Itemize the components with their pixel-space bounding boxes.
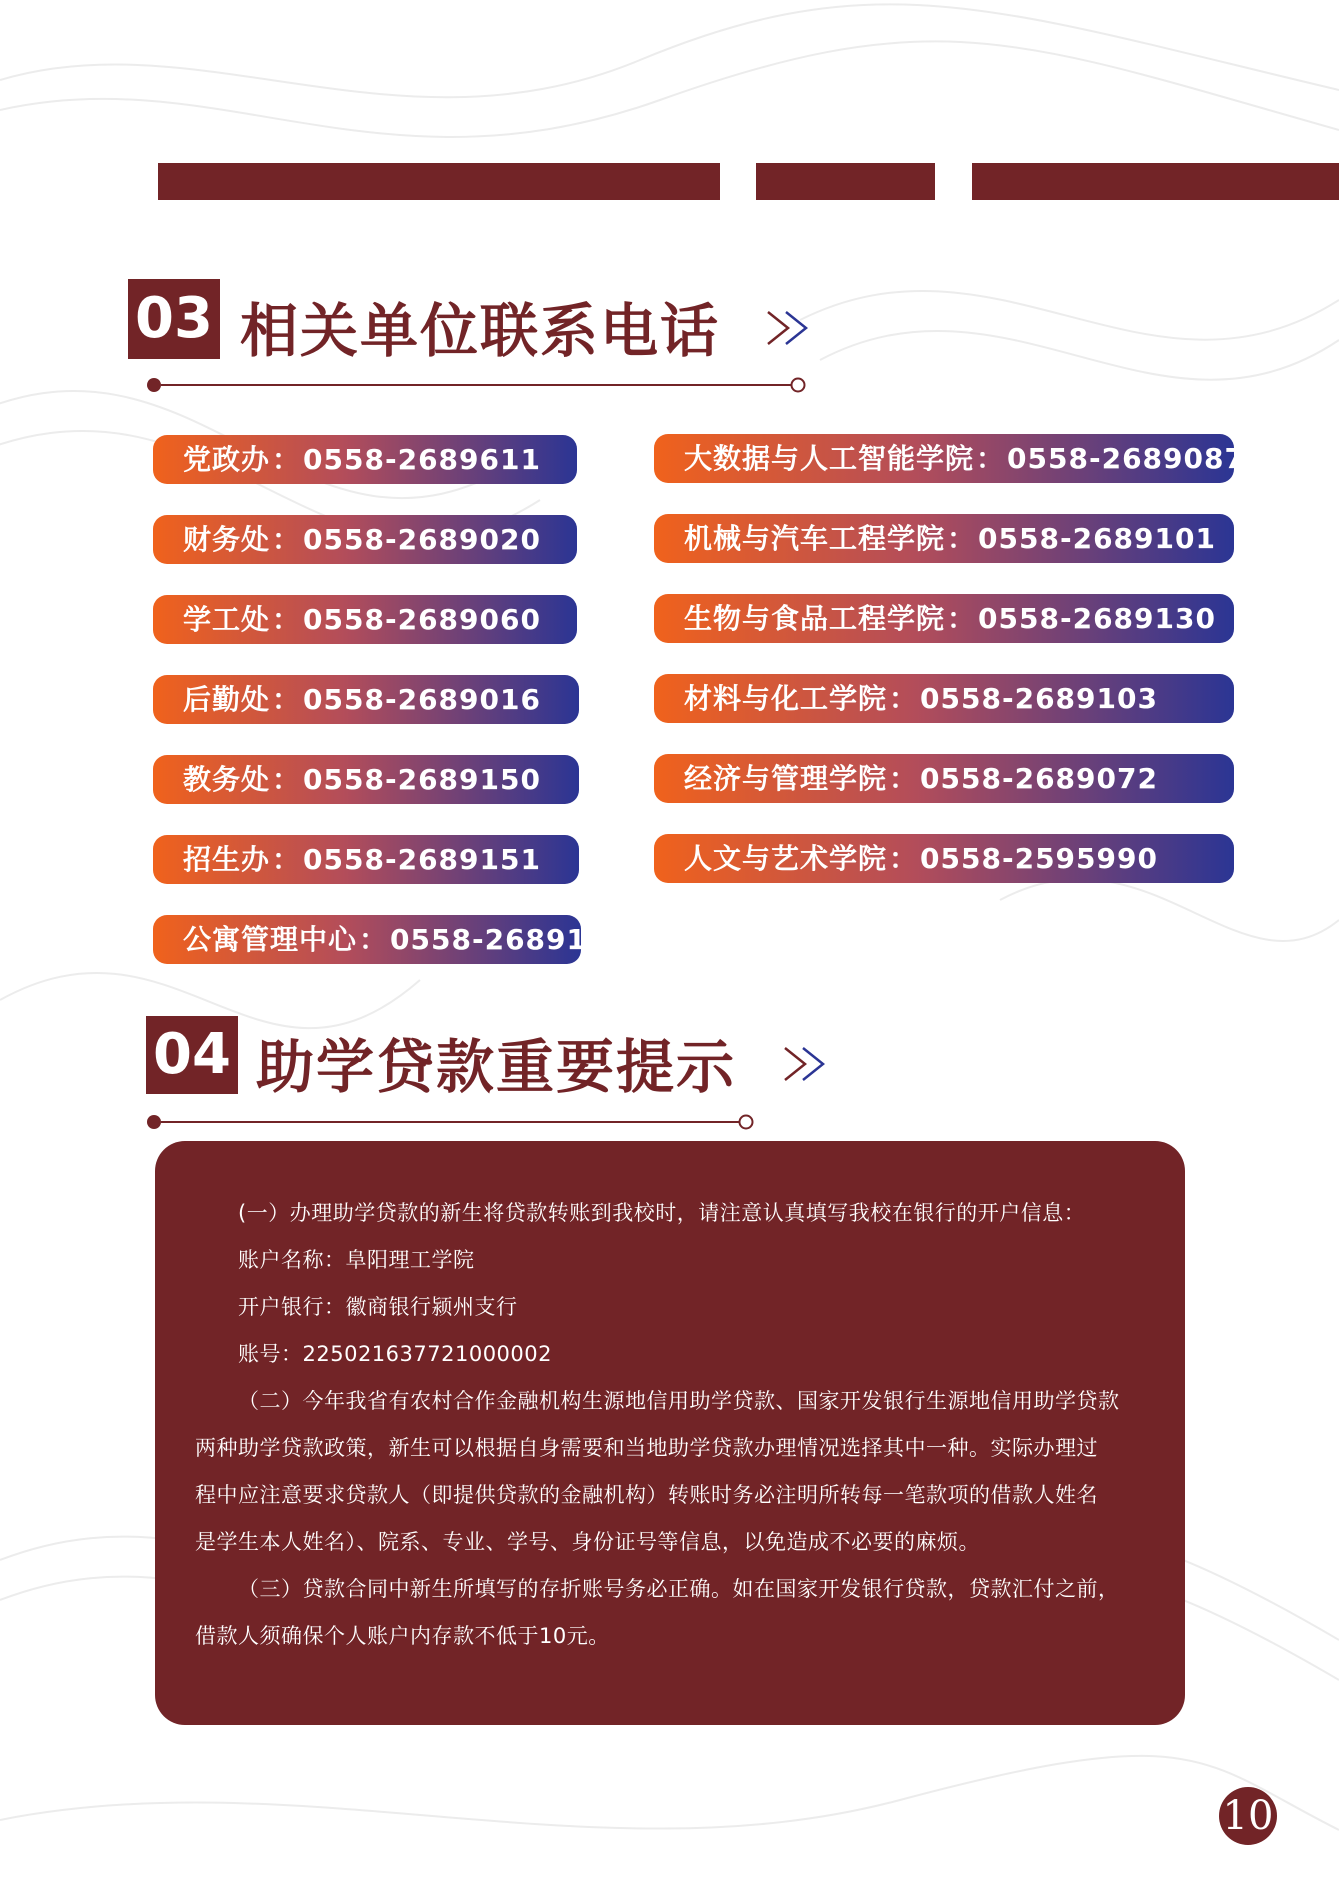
notice-line: 借款人须确保个人账户内存款不低于10元。 — [195, 1624, 610, 1648]
double-chevron-icon — [783, 1044, 833, 1084]
contact-phone: 0558-2689611 — [303, 443, 541, 476]
notice-line: （二）今年我省有农村合作金融机构生源地信用助学贷款、国家开发银行生源地信用助学贷款 — [238, 1389, 1120, 1413]
contact-phone: 0558-2595990 — [920, 842, 1158, 875]
double-chevron-icon — [766, 308, 816, 348]
notice-line: 账户名称：阜阳理工学院 — [238, 1248, 475, 1272]
notice-line: 两种助学贷款政策，新生可以根据自身需要和当地助学贷款办理情况选择其中一种。实际办理过 — [195, 1436, 1098, 1460]
contact-phone: 0558-2689150 — [303, 763, 541, 796]
contact-name: 经济与管理学院 — [684, 762, 888, 795]
contact-pill: 生物与食品工程学院：0558-2689130 — [654, 594, 1234, 643]
contact-phone: 0558-2689020 — [303, 523, 541, 556]
notice-line: 程中应注意要求贷款人（即提供贷款的金融机构）转账时务必注明所转每一笔款项的借款人姓名 — [195, 1483, 1098, 1507]
contact-name: 材料与化工学院 — [684, 682, 888, 715]
notice-line: （三）贷款合同中新生所填写的存折账号务必正确。如在国家开发银行贷款，贷款汇付之前， — [238, 1577, 1120, 1601]
notice-line: 是学生本人姓名）、院系、专业、学号、身份证号等信息，以免造成不必要的麻烦。 — [195, 1530, 980, 1554]
section-4-divider — [144, 1112, 756, 1132]
contact-pill: 学工处：0558-2689060 — [153, 595, 577, 644]
contact-name: 财务处 — [183, 523, 271, 556]
contact-pill: 人文与艺术学院：0558-2595990 — [654, 834, 1234, 883]
contact-phone: 0558-2689016 — [303, 683, 541, 716]
contact-name: 机械与汽车工程学院 — [684, 522, 946, 555]
contact-pill: 后勤处：0558-2689016 — [153, 675, 579, 724]
section-4-number: 04 — [146, 1016, 238, 1094]
contact-pill: 财务处：0558-2689020 — [153, 515, 577, 564]
section-4-title: 助学贷款重要提示 — [256, 1033, 737, 1101]
contact-phone: 0558-2689087 — [1007, 442, 1245, 475]
contact-pill: 大数据与人工智能学院：0558-2689087 — [654, 434, 1234, 483]
contact-name: 后勤处 — [183, 683, 271, 716]
top-bar-3 — [972, 163, 1339, 200]
top-bar-1 — [158, 163, 720, 200]
contact-name: 招生办 — [183, 843, 271, 876]
contact-phone: 0558-2689101 — [978, 522, 1216, 555]
contact-name: 党政办 — [183, 443, 271, 476]
contact-pill: 招生办：0558-2689151 — [153, 835, 579, 884]
contact-name: 生物与食品工程学院 — [684, 602, 946, 635]
contact-name: 教务处 — [183, 763, 271, 796]
contact-pill: 教务处：0558-2689150 — [153, 755, 579, 804]
notice-line: (一）办理助学贷款的新生将贷款转账到我校时，请注意认真填写我校在银行的开户信息： — [238, 1201, 1086, 1225]
notice-line: 开户银行：徽商银行颍州支行 — [238, 1295, 518, 1319]
contact-name: 大数据与人工智能学院 — [684, 442, 975, 475]
contact-name: 人文与艺术学院 — [684, 842, 888, 875]
contact-phone: 0558-2689060 — [303, 603, 541, 636]
section-3-title: 相关单位联系电话 — [240, 297, 721, 365]
notice-line: 账号：225021637721000002 — [238, 1342, 552, 1366]
contact-name: 公寓管理中心 — [183, 923, 358, 956]
section-3-number: 03 — [128, 279, 220, 359]
contact-pill: 机械与汽车工程学院：0558-2689101 — [654, 514, 1234, 563]
contact-pill: 材料与化工学院：0558-2689103 — [654, 674, 1234, 723]
contact-phone: 0558-2689151 — [303, 843, 541, 876]
contact-pill: 党政办：0558-2689611 — [153, 435, 577, 484]
top-bar-2 — [756, 163, 935, 200]
loan-notice-box — [155, 1141, 1185, 1725]
contact-phone: 0558-2689072 — [920, 762, 1158, 795]
page-number: 10 — [1219, 1787, 1277, 1845]
contact-name: 学工处 — [183, 603, 271, 636]
contact-phone: 0558-2689103 — [920, 682, 1158, 715]
contact-pill: 经济与管理学院：0558-2689072 — [654, 754, 1234, 803]
contact-phone: 0558-2689130 — [978, 602, 1216, 635]
contact-phone: 0558-2689170 — [390, 923, 628, 956]
section-3-divider — [144, 375, 808, 395]
contact-pill: 公寓管理中心：0558-2689170 — [153, 915, 581, 964]
